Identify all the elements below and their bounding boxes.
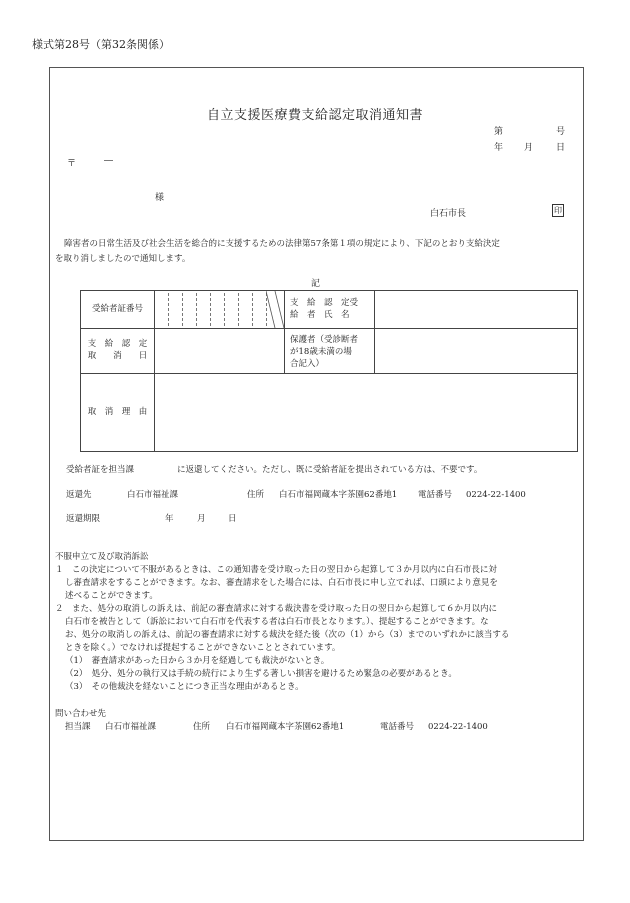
addressee-suffix: 様 bbox=[155, 193, 165, 203]
deadline-nen: 年 bbox=[165, 514, 174, 524]
appeal-line: （3） その他裁決を経ないことにつき正当な理由があるとき。 bbox=[65, 682, 304, 692]
appeal-line: 述べることができます。 bbox=[65, 591, 158, 601]
appeal-heading: 不服申立て及び取消訴訟 bbox=[55, 552, 149, 562]
return-phone-value: 0224-22-1400 bbox=[466, 490, 526, 500]
appeal-line: （2） 処分、処分の執行又は手続の続行により生ずる著しい損害を避けるため緊急の必要があるとき。 bbox=[65, 669, 457, 679]
appeal-line: お、処分の取消しの訴えは、前記の審査請求に対する裁決を経た後（次の（1）から（3）までのいずれかに該当する bbox=[65, 630, 510, 640]
date-gatsu: 月 bbox=[524, 143, 534, 153]
ki-heading: 記 bbox=[311, 279, 321, 289]
date-nichi: 日 bbox=[556, 143, 566, 153]
digit-divider bbox=[168, 293, 169, 326]
return-note-1: 受給者証を担当課 bbox=[66, 465, 135, 475]
return-deadline-label: 返還期限 bbox=[66, 514, 101, 524]
return-phone-label: 電話番号 bbox=[418, 490, 453, 500]
appeal-line: 白石市を被告として（訴訟において白石市を代表する者は白石市長となります。）、提起することができます。な bbox=[65, 617, 489, 627]
cancel-date-label-2: 取 消 日 bbox=[87, 351, 148, 361]
date-nen: 年 bbox=[494, 143, 504, 153]
details-table bbox=[80, 290, 578, 452]
deadline-nichi: 日 bbox=[228, 514, 237, 524]
digit-divider bbox=[182, 293, 183, 326]
table-vline bbox=[154, 291, 155, 451]
form-number-label: 様式第28号（第32条関係） bbox=[32, 38, 170, 51]
recipient-name-label-1: 支 給 認 定受 bbox=[290, 298, 359, 308]
reason-label: 取 消 理 由 bbox=[87, 407, 148, 417]
guardian-label-1: 保護者（受診断者 bbox=[290, 335, 359, 345]
appeal-line: １ この決定について不服があるときは、この通知書を受け取った日の翌日から起算して３か月以内に白石市長に対 bbox=[55, 565, 497, 575]
appeal-line: ２ また、処分の取消しの訴えは、前記の審査請求に対する裁決書を受け取った日の翌日から起算して６か月以内に bbox=[55, 604, 498, 614]
digit-divider bbox=[238, 293, 239, 326]
digit-divider bbox=[210, 293, 211, 326]
intro-line-1: 障害者の日常生活及び社会生活を総合的に支援するための法律第57条第１項の規定により、下記のとおり支給決定 bbox=[64, 239, 500, 249]
return-dest-label: 返還先 bbox=[66, 490, 92, 500]
table-hline bbox=[81, 328, 577, 329]
contact-address-value: 白石市福岡蔵本字茶園62番地1 bbox=[226, 722, 345, 732]
recipient-cert-no-label: 受給者証番号 bbox=[91, 304, 143, 314]
appeal-line: （1） 審査請求があった日から３か月を経過しても裁決がないとき。 bbox=[65, 656, 330, 666]
appeal-line: ときを除く。）でなければ提起することができないこととされています。 bbox=[65, 643, 341, 653]
digit-divider bbox=[224, 293, 225, 326]
contact-heading: 問い合わせ先 bbox=[55, 709, 107, 719]
doc-number-dai: 第 bbox=[494, 127, 504, 137]
postal-dash: ― bbox=[104, 156, 113, 166]
appeal-line: し審査請求をすることができます。なお、審査請求をした場合には、白石市長に申し立てれば、口頭により意見を bbox=[65, 578, 498, 588]
guardian-label-2: が18歳未満の場 bbox=[290, 347, 352, 357]
contact-address-label: 住所 bbox=[193, 722, 211, 732]
return-address-label: 住所 bbox=[247, 490, 265, 500]
return-dest-value: 白石市福祉課 bbox=[127, 490, 179, 500]
return-note-2: に返還してください。ただし、既に受給者証を提出されている方は、不要です。 bbox=[177, 465, 483, 475]
seal-mark: 印 bbox=[554, 206, 562, 215]
intro-line-2: を取り消しましたので通知します。 bbox=[55, 254, 191, 264]
table-hline bbox=[81, 373, 577, 374]
table-vline bbox=[284, 291, 285, 373]
diagonal-lines bbox=[266, 291, 284, 328]
postal-mark: 〒 bbox=[67, 159, 77, 169]
issuer-name: 白石市長 bbox=[430, 209, 467, 219]
recipient-name-label-2: 給 者 氏 名 bbox=[290, 310, 350, 320]
document-title: 自立支援医療費支給認定取消通知書 bbox=[206, 108, 423, 123]
guardian-label-3: 合記入） bbox=[290, 359, 325, 369]
doc-number-go: 号 bbox=[556, 127, 566, 137]
return-address-value: 白石市福岡蔵本字茶園62番地1 bbox=[279, 490, 398, 500]
contact-phone-label: 電話番号 bbox=[380, 722, 415, 732]
contact-tanto-label: 担当課 bbox=[65, 722, 91, 732]
contact-phone-value: 0224-22-1400 bbox=[428, 722, 488, 732]
contact-tanto-value: 白石市福祉課 bbox=[105, 722, 157, 732]
digit-divider bbox=[196, 293, 197, 326]
deadline-gatsu: 月 bbox=[197, 514, 206, 524]
cancel-date-label-1: 支 給 認 定 bbox=[87, 339, 148, 349]
digit-divider bbox=[252, 293, 253, 326]
table-vline bbox=[374, 291, 375, 373]
